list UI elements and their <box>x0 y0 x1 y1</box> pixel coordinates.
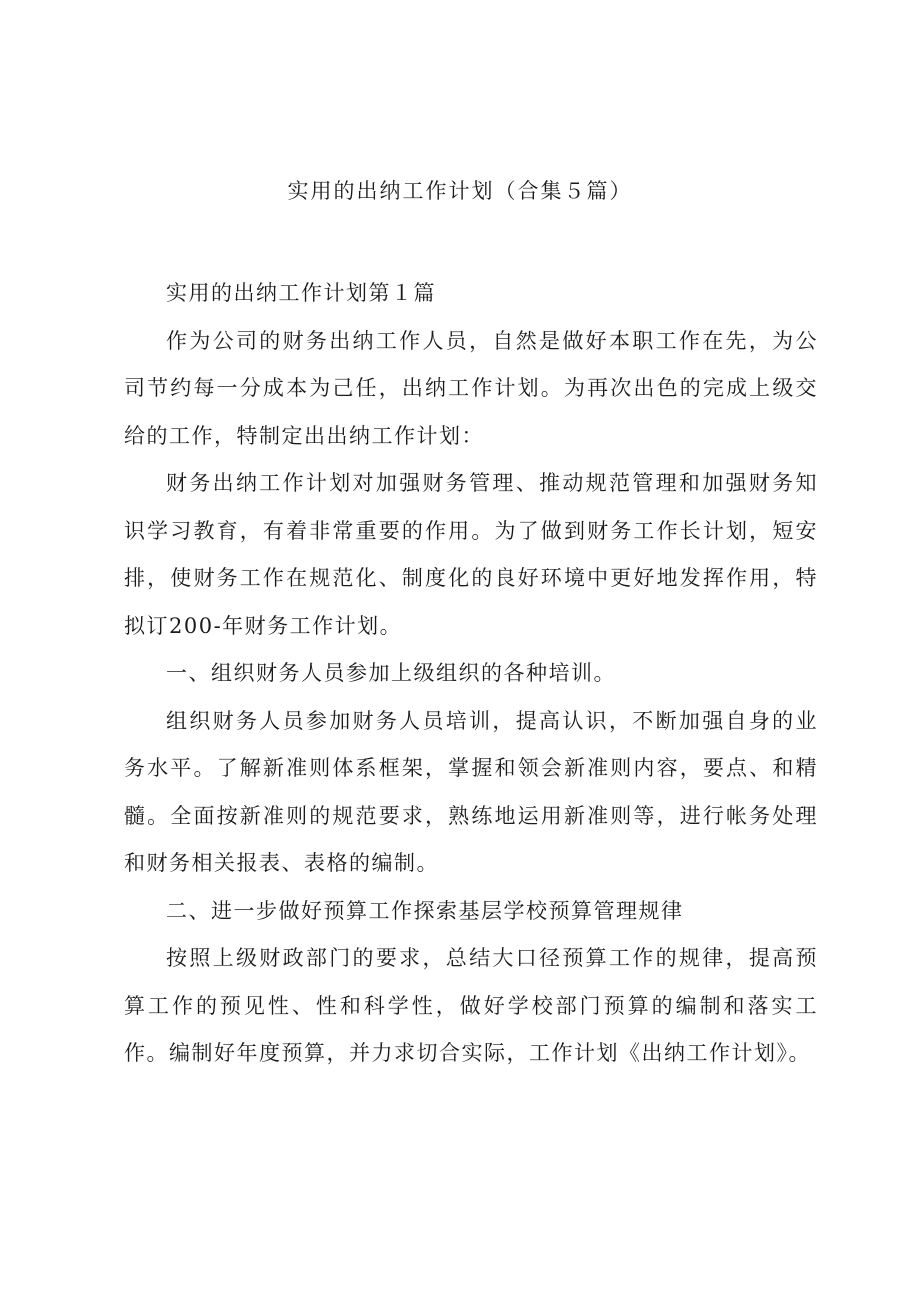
document-title: 实用的出纳工作计划（合集５篇） <box>287 179 633 203</box>
section-heading: 二、进一步做好预算工作探索基层学校预算管理规律 <box>166 898 684 923</box>
section-heading: 实用的出纳工作计划第１篇 <box>166 281 436 305</box>
paragraph: 财务出纳工作计划对加强财务管理、推动规范管理和加强财务知识学习教育，有着非常重要的作用。为了做到财务工作长计划，短安排，使财务工作在规范化、制度化的良好环境中更好地发挥作用，特拟订200-年财务工作计划。 <box>124 471 818 638</box>
section-heading: 一、组织财务人员参加上级组织的各种培训。 <box>166 661 616 685</box>
paragraph: 按照上级财政部门的要求，总结大口径预算工作的规律，提高预算工作的预见性、性和科学性，做好学校部门预算的编制和落实工作。编制好年度预算，并力求切合实际，工作计划《出纳工作计划》。 <box>124 946 818 1065</box>
paragraph: 作为公司的财务出纳工作人员，自然是做好本职工作在先，为公司节约每一分成本为己任，出纳工作计划。为再次出色的完成上级交给的工作，特制定出出纳工作计划： <box>124 328 818 448</box>
document-body <box>124 270 818 1078</box>
paragraph: 组织财务人员参加财务人员培训，提高认识，不断加强自身的业务水平。了解新准则体系框架，掌握和领会新准则内容，要点、和精髓。全面按新准则的规范要求，熟练地运用新准则等，进行帐务处理和财务相关报表、表格的编制。 <box>124 708 818 875</box>
